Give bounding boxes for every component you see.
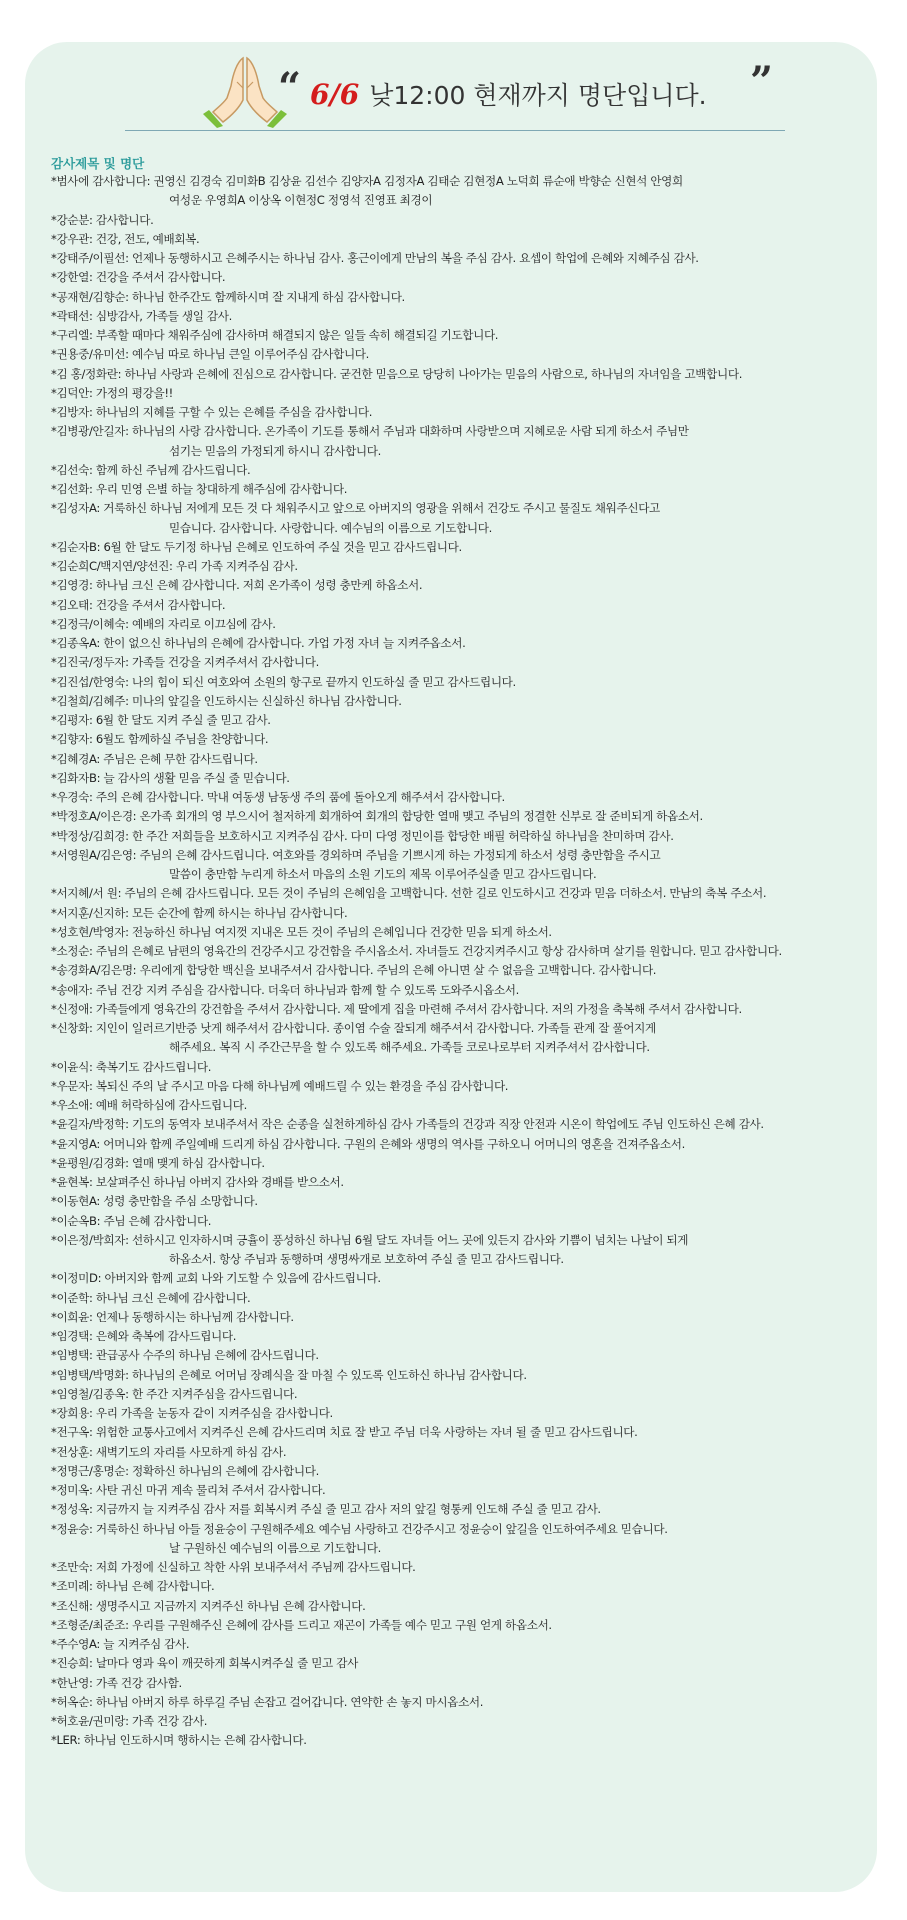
- list-item: [51, 1308, 861, 1327]
- entry-text: *우문자: 복되신 주의 날 주시고 마음 다해 하나님께 예배드릴 수 있는 환경을 주심 감사합니다.: [51, 1078, 509, 1093]
- list-item: [51, 730, 861, 749]
- list-item: [51, 807, 861, 826]
- entry-text: *우경숙: 주의 은혜 감사합니다. 막내 여동생 남동생 주의 품에 돌아오게 해주셔서 감사합니다.: [51, 790, 505, 804]
- list-item: [51, 1635, 861, 1654]
- list-item: [51, 230, 861, 249]
- list-item: [51, 1231, 861, 1270]
- entry-text: *김영경: 하나님 크신 은혜 감사합니다. 저희 온가족이 성령 충만케 하옵소서.: [51, 578, 423, 593]
- header-title: [310, 76, 707, 112]
- entry-text: *이희윤: 언제나 동행하시는 하나님께 감사합니다.: [51, 1309, 294, 1324]
- list-item: [51, 904, 861, 923]
- entry-continuation: 하옵소서. 항상 주님과 동행하며 생명싸개로 보호하여 주실 줄 믿고 감사드립니다.: [169, 1252, 564, 1266]
- list-item: [51, 1346, 861, 1365]
- entry-text: *김종옥A: 한이 없으신 하나님의 은혜에 감사합니다. 가업 가정 자녀 늘 지켜주옵소서.: [51, 636, 466, 650]
- list-item: [51, 1597, 861, 1616]
- list-item: [51, 249, 861, 268]
- praying-hands-icon: [203, 52, 287, 128]
- list-item: [51, 961, 861, 980]
- list-item: [51, 326, 861, 345]
- entry-continuation: 여성운 우영희A 이상옥 이현정C 정영석 진영표 최경이: [169, 193, 433, 208]
- list-item: [51, 1173, 861, 1192]
- list-item: [51, 884, 861, 903]
- list-item: [51, 846, 861, 885]
- entry-text: *윤평원/김경화: 열매 맺게 하심 감사합니다.: [51, 1155, 265, 1170]
- list-item: [51, 1616, 861, 1635]
- entry-text: *전구옥: 위험한 교통사고에서 지켜주신 은혜 감사드리며 치료 잘 받고 주님 더욱 사랑하는 자녀 될 줄 믿고 감사드립니다.: [51, 1425, 638, 1440]
- header-date: 6/6: [310, 78, 360, 111]
- entry-text: *구리엘: 부족할 때마다 채워주심에 감사하며 해결되지 않은 일들 속히 해결되길 기도합니다.: [51, 328, 499, 342]
- list-item: [51, 1289, 861, 1308]
- entry-text: *김화자B: 늘 감사의 생활 믿음 주실 줄 믿습니다.: [51, 770, 290, 785]
- entry-text: *김혜경A: 주님은 은혜 무한 감사드립니다.: [51, 751, 258, 766]
- list-item: [51, 653, 861, 672]
- list-item: [51, 307, 861, 326]
- entry-text: *김진국/정두자: 가족들 건강을 지켜주셔서 감사합니다.: [51, 655, 319, 670]
- entry-text: *정명근/홍명순: 정확하신 하나님의 은혜에 감사합니다.: [51, 1463, 319, 1478]
- entry-text: *김진섭/한영숙: 나의 힘이 되신 여호와여 소원의 항구로 끝까지 인도하실 줄 믿고 감사드립니다.: [51, 674, 516, 689]
- quote-close: ”: [750, 58, 774, 105]
- entry-text: *송애자: 주님 건강 지켜 주심을 감사합니다. 더욱더 하나님과 함께 할 수 있도록 도와주시옵소서.: [51, 982, 519, 997]
- entry-continuation: 해주세요. 복직 시 주간근무을 할 수 있도록 해주세요. 가족들 코로나로부터 지켜주셔서 감사합니다.: [169, 1040, 650, 1055]
- list-item: [51, 461, 861, 480]
- list-item: [51, 538, 861, 557]
- entry-text: *김순희C/백지연/양선진: 우리 가족 지켜주심 감사.: [51, 559, 298, 573]
- entry-text: *강한열: 건강을 주셔서 감사합니다.: [51, 270, 226, 285]
- list-item: [51, 750, 861, 769]
- entry-text: *주수영A: 늘 지켜주심 감사.: [51, 1637, 190, 1651]
- entry-text: *김오태: 건강을 주셔서 감사합니다.: [51, 597, 226, 612]
- entry-text: *권용중/유미선: 예수님 따로 하나님 큰일 이루어주심 감사합니다.: [51, 347, 369, 362]
- entry-text: *김덕안: 가정의 평강을!!: [51, 385, 173, 400]
- list-item: [51, 1077, 861, 1096]
- list-item: [51, 827, 861, 846]
- entry-text: *김선화: 우리 민영 은별 하늘 창대하게 해주심에 감사합니다.: [51, 482, 348, 496]
- entry-text: *박정상/김희경: 한 주간 저희들을 보호하시고 지켜주심 감사. 다미 다영 정민이를 합당한 배필 허락하실 하나님을 찬미하며 감사.: [51, 828, 674, 843]
- list-item: [51, 1154, 861, 1173]
- entry-text: *서지혜/서 원: 주님의 은혜 감사드립니다. 모든 것이 주님의 은혜임을 고백합니다. 선한 길로 인도하시고 건강과 믿음 더하소서. 만남의 축복 주소서.: [51, 886, 767, 901]
- list-item: [51, 981, 861, 1000]
- list-item: [51, 596, 861, 615]
- entry-text: *우소애: 예배 허락하심에 감사드립니다.: [51, 1098, 247, 1112]
- entry-text: *LER: 하나님 인도하시며 행하시는 은혜 감사합니다.: [51, 1733, 307, 1748]
- list-item: [51, 268, 861, 287]
- entry-continuation: 섬기는 믿음의 가정되게 하시니 감사합니다.: [169, 443, 381, 458]
- list-item: [51, 172, 861, 211]
- list-item: [51, 422, 861, 461]
- entry-continuation: 믿습니다. 감사합니다. 사랑합니다. 예수님의 이름으로 기도합니다.: [169, 520, 492, 535]
- entry-text: *신창화: 지인이 일러르기반증 낫게 해주셔서 감사합니다. 종이염 수술 잘되게 해주셔서 감사합니다. 가족들 관계 잘 풀어지게: [51, 1021, 656, 1035]
- list-item: [51, 692, 861, 711]
- entry-text: *허호윤/권미랑: 가족 건강 감사.: [51, 1714, 208, 1728]
- list-item: [51, 1404, 861, 1423]
- entry-text: *서지훈/신지하: 모든 순간에 함께 하시는 하나님 감사합니다.: [51, 905, 348, 920]
- entry-text: *김철희/김혜주: 미나의 앞길을 인도하시는 신실하신 하나님 감사합니다.: [51, 693, 402, 708]
- entry-text: *강순분: 감사합니다.: [51, 212, 154, 227]
- entry-text: *장희용: 우리 가족을 눈동자 같이 지켜주심을 감사합니다.: [51, 1406, 333, 1420]
- list-item: [51, 384, 861, 403]
- entry-list: [51, 172, 861, 1751]
- list-item: [51, 673, 861, 692]
- list-item: [51, 1731, 861, 1750]
- entry-text: *이준학: 하나님 크신 은혜에 감사합니다.: [51, 1290, 251, 1305]
- entry-text: *이윤식: 축복기도 감사드립니다.: [51, 1059, 212, 1074]
- list-item: [51, 1058, 861, 1077]
- list-item: [51, 923, 861, 942]
- entry-text: *이은정/박희자: 선하시고 인자하시며 긍휼이 풍성하신 하나님 6월 달도 자녀들 어느 곳에 있든지 감사와 기쁨이 넘치는 나날이 되게: [51, 1232, 689, 1247]
- entry-text: *정미옥: 사탄 귀신 마귀 계속 물리쳐 주셔서 감사합니다.: [51, 1483, 326, 1497]
- list-item: [51, 1192, 861, 1211]
- list-item: [51, 1693, 861, 1712]
- list-item: [51, 1096, 861, 1115]
- list-item: [51, 1481, 861, 1500]
- list-item: [51, 788, 861, 807]
- list-item: [51, 1500, 861, 1519]
- list-item: [51, 1212, 861, 1231]
- list-item: [51, 1366, 861, 1385]
- entry-text: *허옥순: 하나님 아버지 하루 하루길 주님 손잡고 걸어갑니다. 연약한 손 놓지 마시옵소서.: [51, 1694, 484, 1709]
- entry-text: *성호현/박영자: 전능하신 하나님 여지껏 지내온 모든 것이 주님의 은혜입니다 건강한 믿음 되게 하소서.: [51, 924, 552, 939]
- list-item: [51, 1423, 861, 1442]
- entry-text: *임영철/김종옥: 한 주간 지켜주심을 감사드립니다.: [51, 1386, 298, 1401]
- entry-text: *송경화A/김은명: 우리에게 합당한 백신을 보내주셔서 감사합니다. 주님의 은혜 아니면 살 수 없음을 고백합니다. 감사합니다.: [51, 963, 657, 978]
- entry-text: *이정미D: 아버지와 함께 교회 나와 기도할 수 있음에 감사드립니다.: [51, 1271, 381, 1286]
- entry-text: *곽태선: 심방감사, 가족들 생일 감사.: [51, 308, 232, 323]
- entry-text: *윤현복: 보살펴주신 하나님 아버지 감사와 경배를 받으소서.: [51, 1175, 344, 1189]
- list-item: [51, 1520, 861, 1559]
- entry-continuation: 말씀이 충만함 누리게 하소서 마음의 소원 기도의 제목 이루어주실줄 믿고 감사드립니다.: [169, 867, 597, 881]
- entry-text: *김병광/안길자: 하나님의 사랑 감사합니다. 온가족이 기도를 통해서 주님과 대화하며 사랑받으며 지혜로운 사람 되게 하소서 주님만: [51, 424, 689, 439]
- entry-text: *임병택: 관급공사 수주의 하나님 은혜에 감사드립니다.: [51, 1348, 319, 1363]
- list-item: [51, 1462, 861, 1481]
- section-title: 감사제목 및 명단: [51, 156, 145, 171]
- entry-text: *조만숙: 저희 가정에 신실하고 착한 사위 보내주셔서 주님께 감사드립니다.: [51, 1560, 416, 1574]
- list-item: [51, 634, 861, 653]
- list-item: [51, 499, 861, 538]
- list-item: [51, 480, 861, 499]
- entry-text: *김방자: 하나님의 지혜를 구할 수 있는 은혜를 주심을 감사합니다.: [51, 405, 373, 419]
- entry-continuation: 날 구원하신 예수님의 이름으로 기도합니다.: [169, 1540, 381, 1555]
- entry-text: *전상훈: 새벽기도의 자리를 사모하게 하심 감사.: [51, 1444, 287, 1459]
- list-item: [51, 1385, 861, 1404]
- entry-text: *이순옥B: 주님 은혜 감사합니다.: [51, 1213, 212, 1228]
- entry-text: *김정극/이혜숙: 예배의 자리로 이끄심에 감사.: [51, 616, 276, 631]
- entry-text: *범사에 감사합니다: 권영신 김경숙 김미화B 김상윤 김선수 김양자A 김정자A 김태순 김현정A 노덕희 류순애 박향순 신현석 안영희: [51, 174, 683, 188]
- list-item: [51, 403, 861, 422]
- entry-text: *윤길자/박정학: 기도의 동역자 보내주셔서 작은 순종을 실천하게하심 감사 가족들의 건강과 직장 안전과 시온이 학업에도 주님 인도하신 은혜 감사.: [51, 1117, 764, 1132]
- entry-text: *한난영: 가족 건강 감사함.: [51, 1675, 182, 1690]
- entry-text: *공재현/김향순: 하나님 한주간도 함께하시며 잘 지내게 하심 감사합니다.: [51, 289, 405, 304]
- list-item: [51, 288, 861, 307]
- list-item: [51, 1674, 861, 1693]
- entry-text: *김향자: 6월도 함께하실 주님을 찬양합니다.: [51, 732, 269, 747]
- list-item: [51, 557, 861, 576]
- entry-text: *김성자A: 거룩하신 하나님 저에게 모든 것 다 채워주시고 앞으로 아버지의 영광을 위해서 건강도 주시고 물질도 채워주신다고: [51, 501, 660, 516]
- entry-text: *신정애: 가족들에게 영육간의 강건함을 주셔서 감사합니다. 제 딸에게 집을 마련해 주셔서 감사합니다. 저의 가정을 축복해 주셔서 감사합니다.: [51, 1001, 742, 1016]
- entry-text: *김 홍/정화란: 하나님 사랑과 은혜에 진심으로 감사합니다. 굳건한 믿음으로 당당히 나아가는 믿음의 사람으로, 하나님의 자녀임을 고백합니다.: [51, 366, 743, 381]
- entry-text: *조신해: 생명주시고 지금까지 지켜주신 하나님 은혜 감사합니다.: [51, 1598, 366, 1613]
- prayer-list-card: [25, 42, 877, 1892]
- list-item: [51, 1327, 861, 1346]
- entry-text: *윤지영A: 어머니와 함께 주일예배 드리게 하심 감사합니다. 구원의 은혜와 생명의 역사를 구하오니 어머니의 영혼을 건져주옵소서.: [51, 1136, 685, 1151]
- quote-open: “: [278, 64, 302, 111]
- entry-text: *소정순: 주님의 은혜로 남편의 영육간의 건강주시고 강건함을 주시옵소서. 자녀들도 건강지켜주시고 항상 감사하며 살기를 원합니다. 믿고 감사합니다.: [51, 944, 782, 958]
- list-item: [51, 615, 861, 634]
- entry-text: *임병택/박명화: 하나님의 은혜로 어머님 장례식을 잘 마칠 수 있도록 인도하신 하나님 감사합니다.: [51, 1367, 527, 1382]
- list-item: [51, 1443, 861, 1462]
- entry-text: *김선숙: 함께 하신 주님께 감사드립니다.: [51, 462, 251, 477]
- entry-text: *김순자B: 6월 한 달도 두기정 하나님 은혜로 인도하여 주실 것을 믿고 감사드립니다.: [51, 539, 462, 554]
- list-item: [51, 576, 861, 595]
- list-item: [51, 1000, 861, 1019]
- entry-text: *이동현A: 성령 충만함을 주심 소망합니다.: [51, 1194, 258, 1209]
- list-item: [51, 1712, 861, 1731]
- list-item: [51, 345, 861, 364]
- list-item: [51, 1115, 861, 1134]
- entry-text: *강우관: 건강, 전도, 예배회복.: [51, 231, 200, 246]
- entry-text: *임경택: 은혜와 축복에 감사드립니다.: [51, 1329, 237, 1343]
- entry-text: *김평자: 6월 한 달도 지켜 주실 줄 믿고 감사.: [51, 713, 271, 727]
- entry-text: *강태주/이필선: 언제나 동행하시고 은혜주시는 하나님 감사. 홍근이에게 만남의 복을 주심 감사. 요셉이 학업에 은혜와 지혜주심 감사.: [51, 251, 699, 265]
- entry-text: *박정호A/이은경: 온가족 회개의 영 부으시어 철저하게 회개하여 회개의 합당한 열매 맺고 주님의 정결한 신부로 잘 준비되게 하옵소서.: [51, 809, 703, 824]
- entry-text: *진승희: 날마다 영과 육이 깨끗하게 회복시켜주실 줄 믿고 감사: [51, 1656, 358, 1671]
- list-item: [51, 1654, 861, 1673]
- list-item: [51, 1558, 861, 1577]
- header-text: 낮12:00 현재까지 명단입니다.: [369, 81, 707, 110]
- list-item: [51, 1019, 861, 1058]
- list-item: [51, 1135, 861, 1154]
- list-item: [51, 711, 861, 730]
- list-item: [51, 1269, 861, 1288]
- entry-text: *조형준/최준조: 우리를 구원해주신 은혜에 감사를 드리고 재곤이 가족들 예수 믿고 구원 얻게 하옵소서.: [51, 1617, 552, 1632]
- entry-text: *조미례: 하나님 은혜 감사합니다.: [51, 1579, 215, 1594]
- divider: [125, 130, 785, 131]
- list-item: [51, 211, 861, 230]
- list-item: [51, 942, 861, 961]
- list-item: [51, 1577, 861, 1596]
- entry-text: *정성옥: 지금까지 늘 지켜주심 감사 저를 회복시켜 주실 줄 믿고 감사 저의 앞길 형통케 인도해 주실 줄 믿고 감사.: [51, 1502, 601, 1517]
- list-item: [51, 769, 861, 788]
- list-item: [51, 365, 861, 384]
- entry-text: *정윤승: 거룩하신 하나님 아들 정윤승이 구원해주세요 예수님 사랑하고 건강주시고 정윤승이 앞길을 인도하여주세요 믿습니다.: [51, 1521, 668, 1536]
- entry-text: *서영원A/김은영: 주님의 은혜 감사드립니다. 여호와를 경외하며 주님을 기쁘시게 하는 가정되게 하소서 성령 충만함을 주시고: [51, 847, 661, 862]
- header: [25, 42, 877, 132]
